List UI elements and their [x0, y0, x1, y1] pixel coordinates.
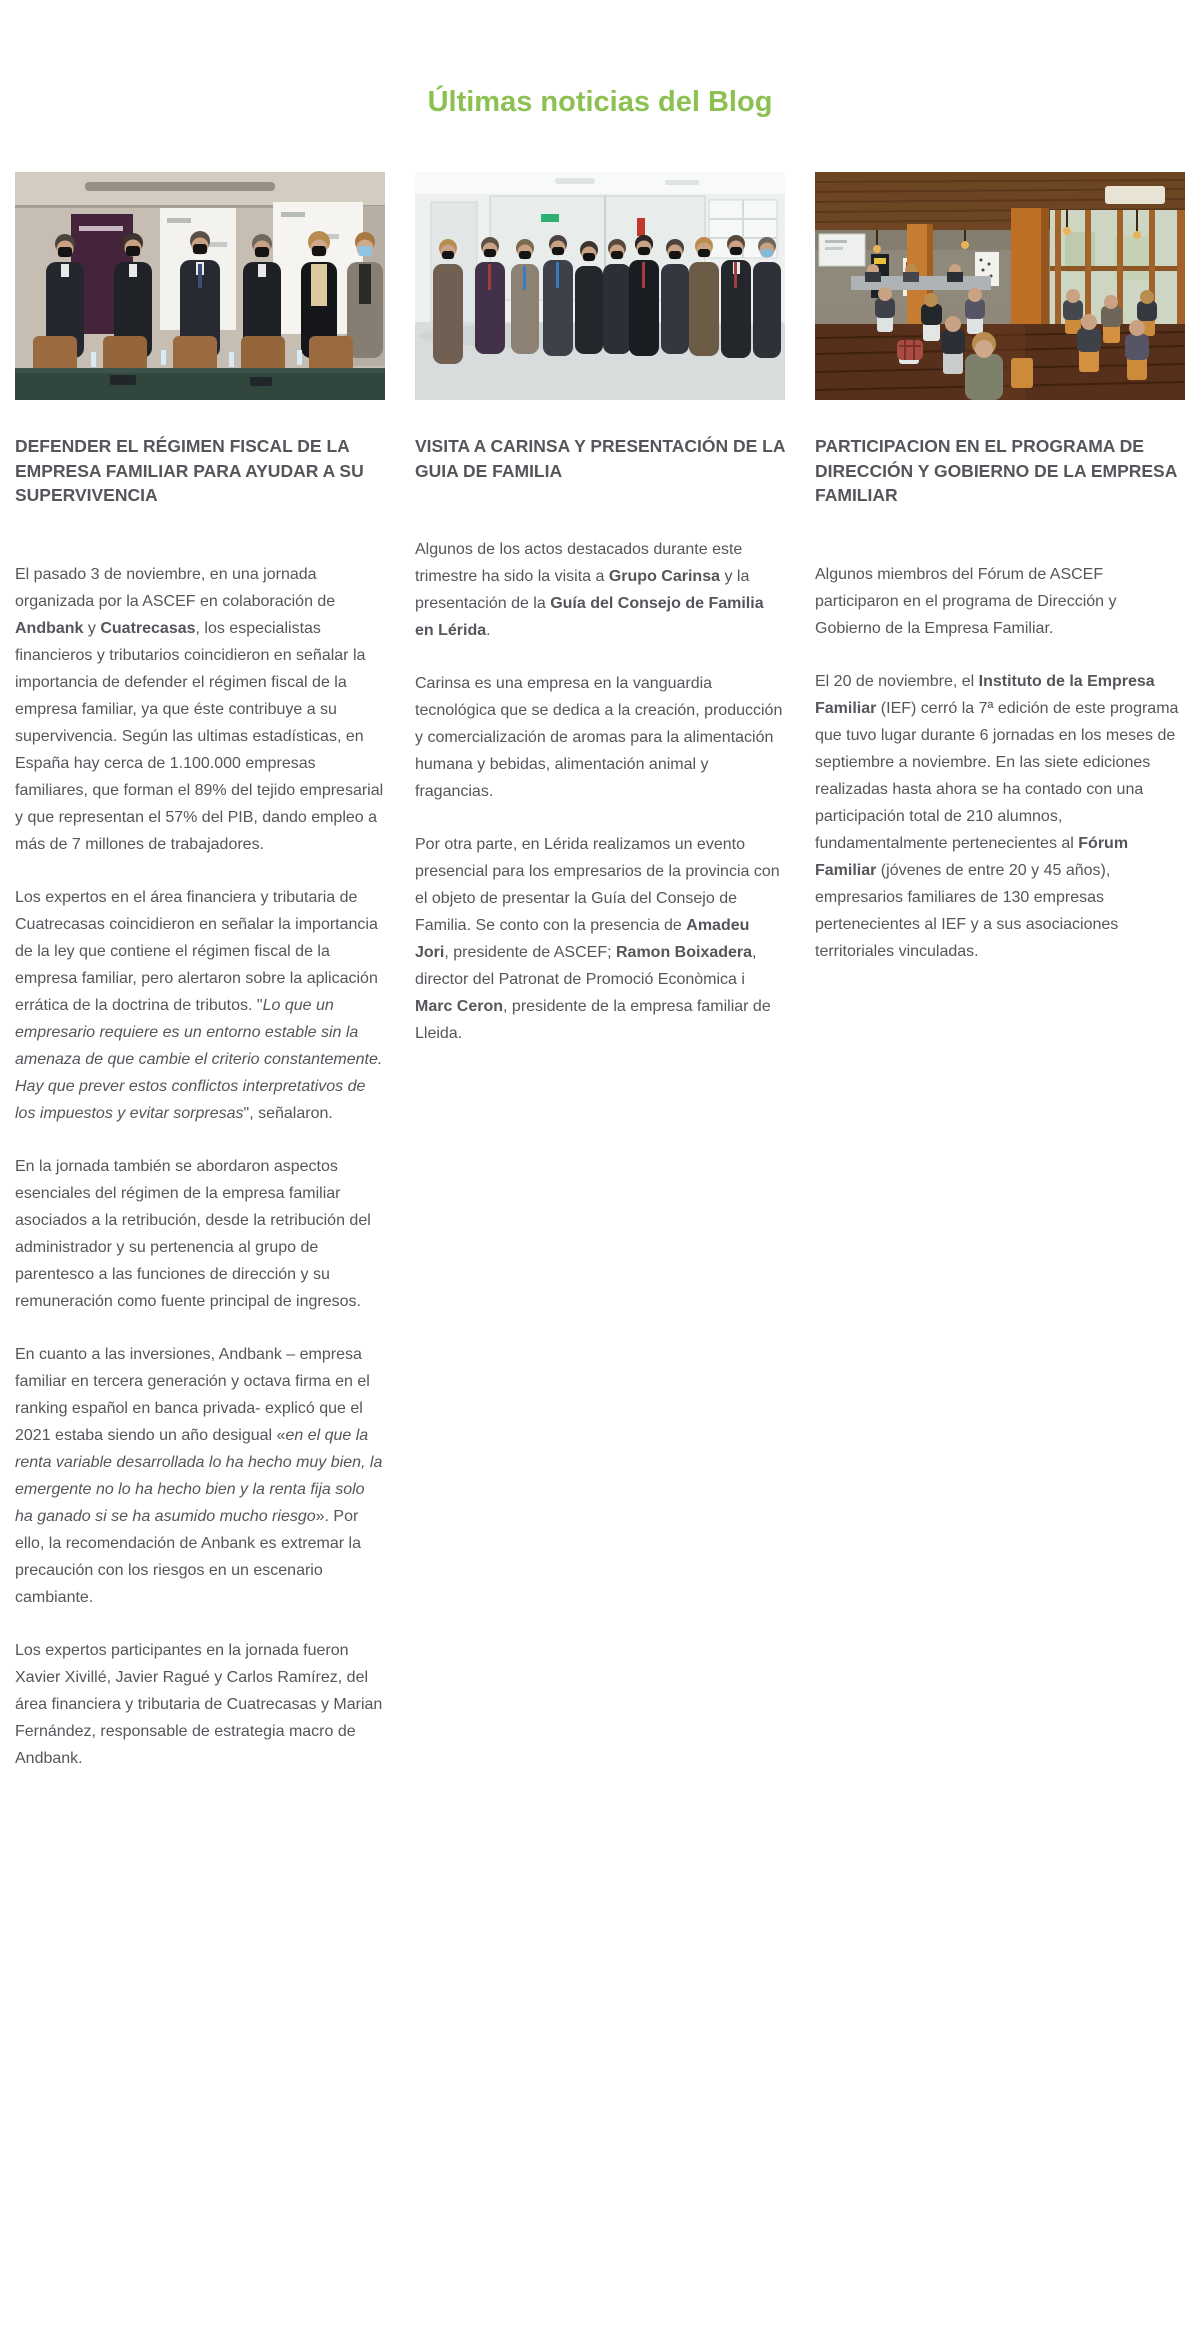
paragraph: El 20 de noviembre, el Instituto de la Empresa Familiar (IEF) cerró la 7ª edición de este programa que tuvo lugar durante 6 jornadas en los meses de septiembre a noviembre. En las siete ediciones realizadas hasta ahora se ha contado con una participación total de 210 alumnos, fundamentalmente pertenecientes al Fórum Familiar (jóvenes de entre 20 y 45 años), empresarios familiares de 130 empresas pertenecientes al IEF y a sus asociaciones territoriales vinculadas. [815, 672, 1179, 960]
post-3-title[interactable]: PARTICIPACION EN EL PROGRAMA DE DIRECCIÓN Y GOBIERNO DE LA EMPRESA FAMILIAR [815, 436, 1177, 505]
paragraph: Los expertos en el área financiera y tributaria de Cuatrecasas coincidieron en señalar la importancia de la ley que contiene el régimen fiscal de la empresa familiar, pero alertaron sobre la aplicación errática de la doctrina de tributos. "Lo que un empresario requiere es un entorno estable sin la amenaza de que cambie el criterio constantemente. Hay que prever estos conflictos interpretativos de los impuestos y evitar sorpresas", señalaron. [15, 888, 383, 1122]
post-2-body [415, 536, 785, 1047]
post-2-title[interactable]: VISITA A CARINSA Y PRESENTACIÓN DE LA GUIA DE FAMILIA [415, 436, 785, 481]
post-2-image[interactable] [415, 172, 785, 400]
paragraph: Carinsa es una empresa en la vanguardia tecnológica que se dedica a la creación, producción y comercialización de aromas para la alimentación humana y bebidas, alimentación animal y fragancias. [415, 675, 783, 800]
post-1-title[interactable]: DEFENDER EL RÉGIMEN FISCAL DE LA EMPRESA FAMILIAR PARA AYUDAR A SU SUPERVIVENCIA [15, 436, 364, 505]
post-1-photo-graphic [15, 172, 385, 400]
post-1-image[interactable] [15, 172, 385, 400]
post-3-photo-graphic [815, 172, 1185, 400]
section-title: Últimas noticias del Blog [427, 86, 773, 118]
paragraph: En la jornada también se abordaron aspectos esenciales del régimen de la empresa familiar asociados a la retribución, desde la retribución del administrador y su pertenencia al grupo de parentesco a las funciones de dirección y su remuneración como fuente principal de ingresos. [15, 1157, 371, 1310]
blog-post-card-1 [15, 172, 385, 1772]
paragraph: El pasado 3 de noviembre, en una jornada organizada por la ASCEF en colaboración de Andbank y Cuatrecasas, los especialistas financieros y tributarios coincidieron en señalar la importancia de defender el régimen fiscal de la empresa familiar, ya que éste contribuye a su supervivencia. Según las ultimas estadísticas, en España hay cerca de 1.100.000 empresas familiares, que forman el 89% del tejido empresarial y que representan el 57% del PIB, dando empleo a más de 7 millones de trabajadores. [15, 565, 384, 853]
post-3-body [815, 561, 1185, 965]
post-1-body [15, 561, 385, 1772]
paragraph: Los expertos participantes en la jornada fueron Xavier Xivillé, Javier Ragué y Carlos Ramírez, del área financiera y tributaria de Cuatrecasas y Marian Fernández, responsable de estrategia macro de Andbank. [15, 1641, 383, 1767]
post-3-image[interactable] [815, 172, 1185, 400]
paragraph: Por otra parte, en Lérida realizamos un evento presencial para los empresarios de la provincia con el objeto de presentar la Guía del Consejo de Familia. Se conto con la presencia de Amadeu Jori, presidente de ASCEF; Ramon Boixadera, director del Patronat de Promoció Econòmica i Marc Ceron, presidente de la empresa familiar de Lleida. [415, 836, 780, 1042]
post-2-photo-graphic [415, 172, 785, 400]
page [0, 84, 1200, 2342]
blog-post-card-2 [415, 172, 785, 1047]
paragraph: En cuanto a las inversiones, Andbank – empresa familiar en tercera generación y octava firma en el ranking español en banca privada- explicó que el 2021 estaba siendo un año desigual «en el que la renta variable desarrollada lo ha hecho muy bien, la emergente no lo ha hecho bien y la renta fija solo ha ganado si se ha asumido mucho riesgo». Por ello, la recomendación de Anbank es extremar la precaución con los riesgos en un escenario cambiante. [15, 1345, 383, 1606]
posts-grid [15, 172, 1185, 1772]
blog-post-card-3 [815, 172, 1185, 965]
blog-latest-news-section [0, 84, 1200, 1772]
paragraph: Algunos de los actos destacados durante este trimestre ha sido la visita a Grupo Carinsa y la presentación de la Guía del Consejo de Familia en Lérida. [415, 541, 764, 639]
paragraph: Algunos miembros del Fórum de ASCEF participaron en el programa de Dirección y Gobierno de la Empresa Familiar. [815, 565, 1117, 637]
